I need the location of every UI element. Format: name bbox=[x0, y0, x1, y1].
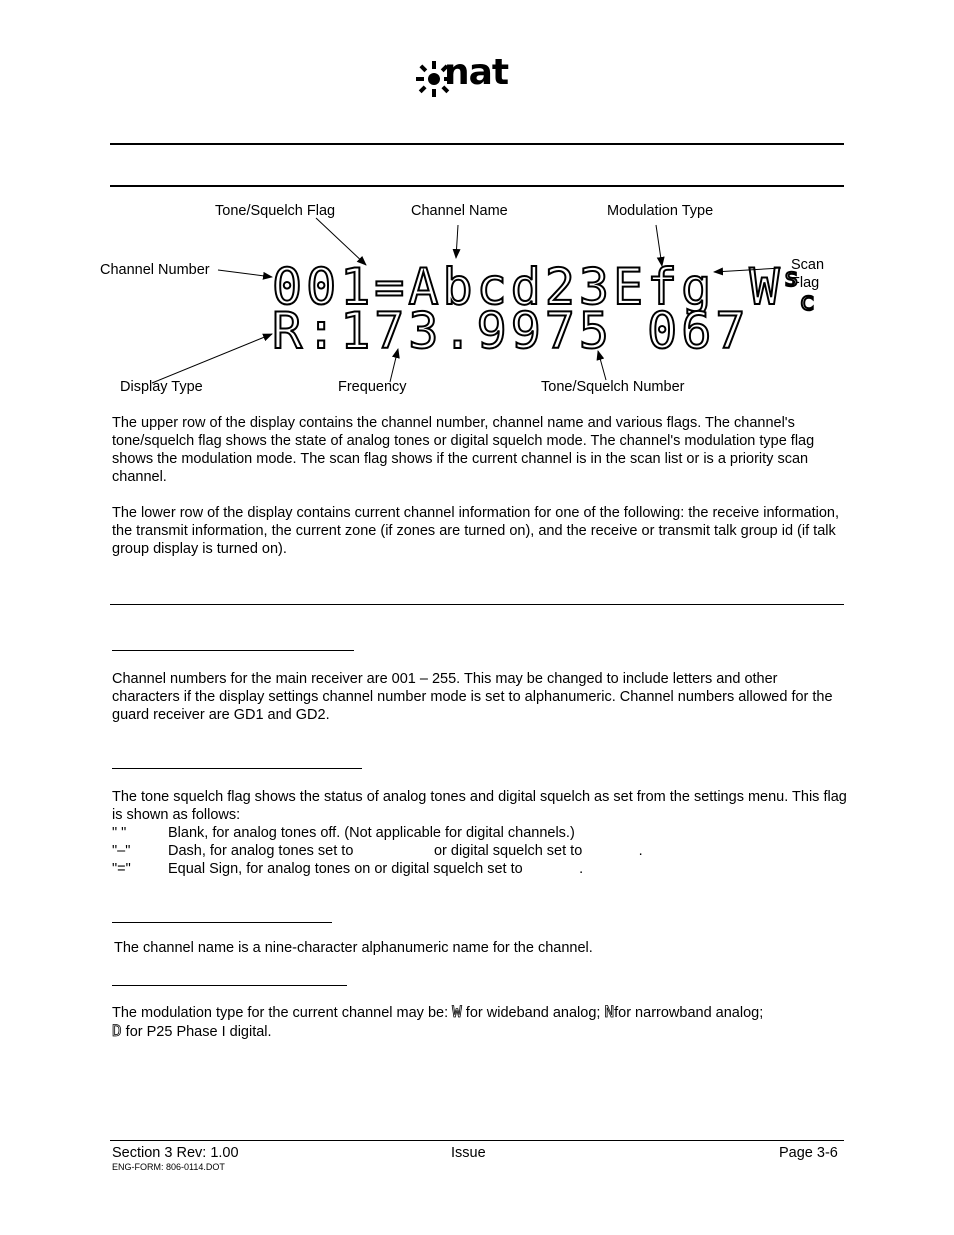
arrow-display-type bbox=[152, 334, 272, 383]
flag-description: Dash, for analog tones set to or digital squelch set to . bbox=[168, 843, 643, 859]
channel-number-text: Channel numbers for the main receiver are 001 – 255. This may be changed to include letters and other characters if the display settings channel number mode is set to alphanumeric. Channel numbers allowed for the guard receiver are GD1 and GD2. bbox=[112, 671, 833, 723]
heading-underline-channel-number bbox=[112, 650, 354, 651]
footer-rule bbox=[110, 1140, 844, 1141]
display-row-upper-text: 001=Abcd23Efg W bbox=[272, 258, 784, 316]
list-item bbox=[112, 860, 847, 878]
tone-squelch-intro: The tone squelch flag shows the status of analog tones and digital squelch as set from the settings menu. This flag is shown as follows: bbox=[112, 789, 847, 823]
intro-text-2: The lower row of the display contains current channel information for one of the following: the receive information, the transmit information, the current zone (if zones are turned on), and the receive or transmit talk group id (if talk group display is turned on). bbox=[112, 505, 839, 557]
label-tone-squelch-flag: Tone/Squelch Flag bbox=[215, 203, 336, 219]
label-channel-name: Channel Name bbox=[411, 203, 508, 219]
modulation-text bbox=[112, 1003, 847, 1041]
intro-paragraph-2 bbox=[112, 504, 847, 558]
tone-squelch-paragraph bbox=[112, 788, 847, 878]
wideband-glyph-icon: W bbox=[452, 1002, 462, 1021]
diagram-arrows bbox=[0, 0, 954, 420]
label-scan-flag-line2: Flag bbox=[791, 275, 820, 291]
label-display-type: Display Type bbox=[120, 379, 203, 395]
modulation-paragraph bbox=[112, 1003, 847, 1041]
label-modulation-type: Modulation Type bbox=[607, 203, 714, 219]
heading-underline-channel-name bbox=[112, 922, 332, 923]
label-channel-number: Channel Number bbox=[100, 262, 210, 278]
label-scan-flag-line1: Scan bbox=[791, 257, 825, 273]
arrow-channel-name bbox=[456, 225, 458, 258]
channel-number-paragraph bbox=[112, 670, 847, 724]
footer-page: Page 3-6 bbox=[779, 1145, 838, 1161]
scan-flag-char: c bbox=[799, 287, 815, 317]
arrow-tone-squelch-number bbox=[598, 351, 606, 380]
intro-text-1: The upper row of the display contains the channel number, channel name and various flags. The channel's tone/squelch flag shows the state of analog tones or digital squelch mode. The channel's modulation type flag shows the modulation mode. The scan flag shows if the current channel is in the scan list or is a priority scan channel. bbox=[112, 415, 815, 485]
list-item bbox=[112, 842, 847, 860]
modulation-text-4: for P25 Phase I digital. bbox=[121, 1024, 272, 1040]
heading-underline-tone-squelch bbox=[112, 768, 362, 769]
arrow-tone-squelch-flag bbox=[316, 218, 366, 265]
arrow-modulation-type bbox=[656, 225, 662, 266]
flag-description: Equal Sign, for analog tones on or digital squelch set to . bbox=[168, 861, 584, 877]
arrow-channel-number bbox=[218, 270, 272, 277]
flag-code: "–" bbox=[112, 843, 131, 859]
footer-issue: Issue bbox=[451, 1145, 486, 1161]
digital-glyph-icon: D bbox=[112, 1021, 122, 1040]
footer-form-id: ENG-FORM: 806-0114.DOT bbox=[112, 1162, 225, 1172]
arrow-frequency bbox=[390, 349, 398, 382]
logo-text: nat bbox=[444, 52, 509, 93]
narrowband-glyph-icon: N bbox=[604, 1002, 615, 1021]
scan-flag-super: s bbox=[783, 263, 800, 293]
modulation-text-1: The modulation type for the current channel may be: bbox=[112, 1005, 453, 1021]
flag-code: " " bbox=[112, 825, 127, 841]
modulation-text-3: for narrowband analog; bbox=[614, 1005, 764, 1021]
label-frequency: Frequency bbox=[338, 379, 407, 395]
section-rule bbox=[110, 604, 844, 605]
display-row-lower: R:173.9975 067 bbox=[272, 302, 750, 360]
channel-name-text: The channel name is a nine-character alphanumeric name for the channel. bbox=[114, 940, 593, 956]
flag-description: Blank, for analog tones off. (Not applicable for digital channels.) bbox=[168, 825, 575, 841]
arrow-scan-flag bbox=[714, 268, 781, 272]
footer-section: Section 3 Rev: 1.00 bbox=[112, 1145, 239, 1161]
heading-underline-modulation bbox=[112, 985, 347, 986]
flag-code: "=" bbox=[112, 861, 131, 877]
list-item bbox=[112, 824, 847, 842]
modulation-text-2: for wideband analog; bbox=[461, 1005, 605, 1021]
channel-name-paragraph bbox=[114, 939, 849, 957]
label-tone-squelch-number: Tone/Squelch Number bbox=[541, 379, 685, 395]
intro-paragraph-1 bbox=[112, 414, 847, 486]
